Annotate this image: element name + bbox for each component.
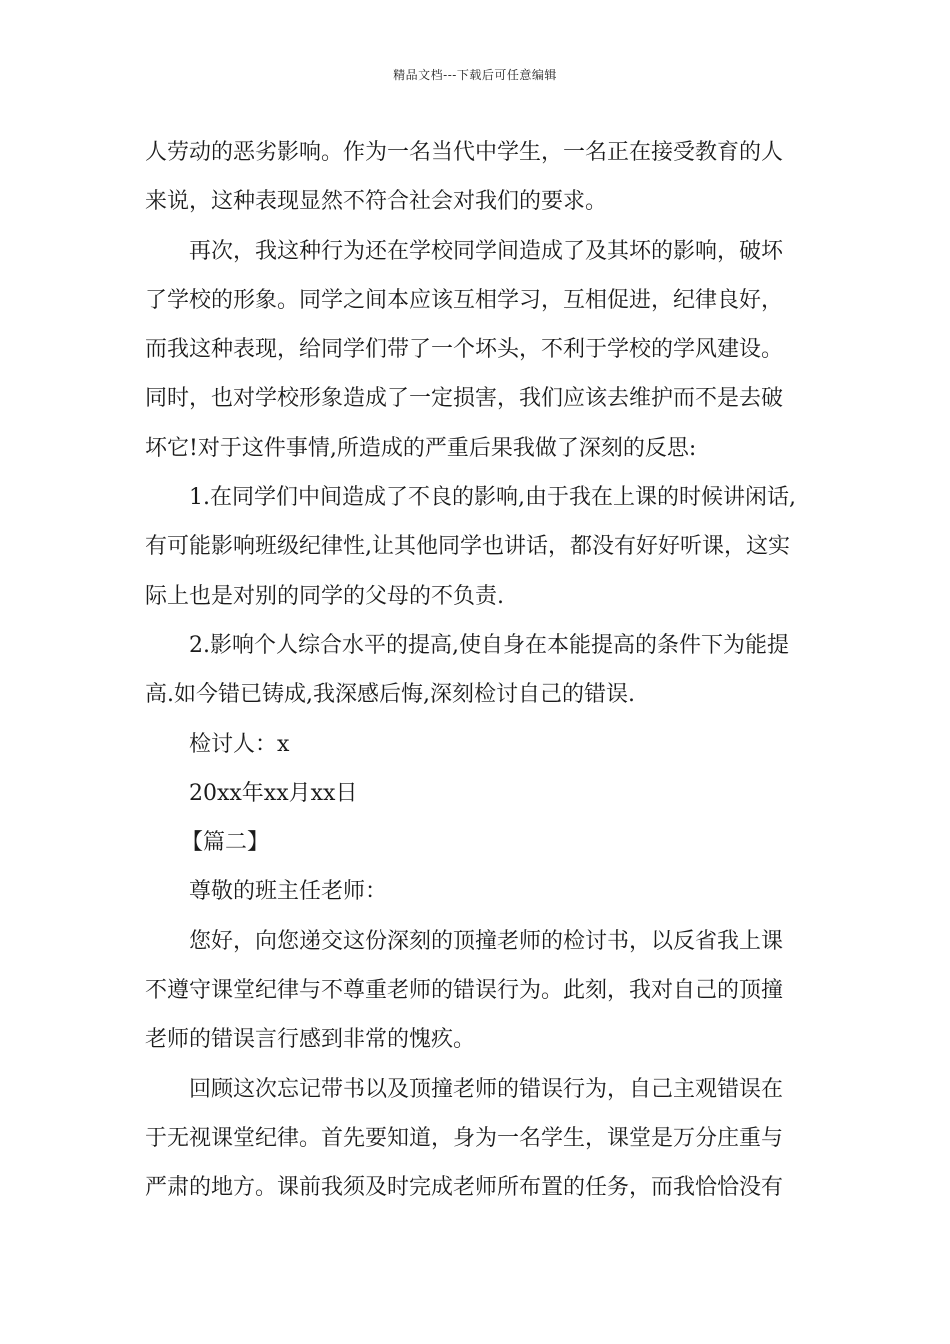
text-line: 有可能影响班级纪律性,让其他同学也讲话，都没有好好听课，这实 xyxy=(145,534,790,560)
page-header: 精品文档---下载后可任意编辑 xyxy=(393,68,557,82)
text-line: 同时，也对学校形象造成了一定损害，我们应该去维护而不是去破 xyxy=(145,386,784,412)
text-line: 人劳动的恶劣影响。作为一名当代中学生，一名正在接受教育的人 xyxy=(145,140,784,165)
text-line: 老师的错误言行感到非常的愧疚。 xyxy=(145,1027,476,1053)
text-line: 2.影响个人综合水平的提高,使自身在本能提高的条件下为能提 xyxy=(189,632,789,658)
signature-line: 检讨人：x xyxy=(189,731,290,757)
text-line: 坏它!对于这件事情,所造成的严重后果我做了深刻的反思: xyxy=(145,435,697,461)
text-line: 来说，这种表现显然不符合社会对我们的要求。 xyxy=(145,189,608,215)
text-line: 高.如今错已铸成,我深感后悔,深刻检讨自己的错误. xyxy=(145,682,635,708)
section-heading: 【篇二】 xyxy=(181,830,270,856)
text-line: 回顾这次忘记带书以及顶撞老师的错误行为，自己主观错误在 xyxy=(189,1076,784,1102)
salutation: 尊敬的班主任老师： xyxy=(189,879,388,905)
text-line: 1.在同学们中间造成了不良的影响,由于我在上课的时候讲闲话, xyxy=(189,485,796,511)
text-line: 再次，我这种行为还在学校同学间造成了及其坏的影响，破坏 xyxy=(189,238,784,264)
text-line: 于无视课堂纪律。首先要知道，身为一名学生，课堂是万分庄重与 xyxy=(145,1125,784,1151)
document-body xyxy=(145,128,815,1213)
text-line: 您好，向您递交这份深刻的顶撞老师的检讨书，以反省我上课 xyxy=(189,928,784,954)
text-line: 不遵守课堂纪律与不尊重老师的错误行为。此刻，我对自己的顶撞 xyxy=(145,978,784,1004)
date-line: 20xx年xx月xx日 xyxy=(189,780,358,806)
text-line: 际上也是对别的同学的父母的不负责. xyxy=(145,583,504,609)
text-line: 严肃的地方。课前我须及时完成老师所布置的任务，而我恰恰没有 xyxy=(145,1175,784,1201)
text-line: 了学校的形象。同学之间本应该互相学习，互相促进，纪律良好， xyxy=(145,287,784,313)
text-line: 而我这种表现，给同学们带了一个坏头，不利于学校的学风建设。 xyxy=(145,337,784,363)
